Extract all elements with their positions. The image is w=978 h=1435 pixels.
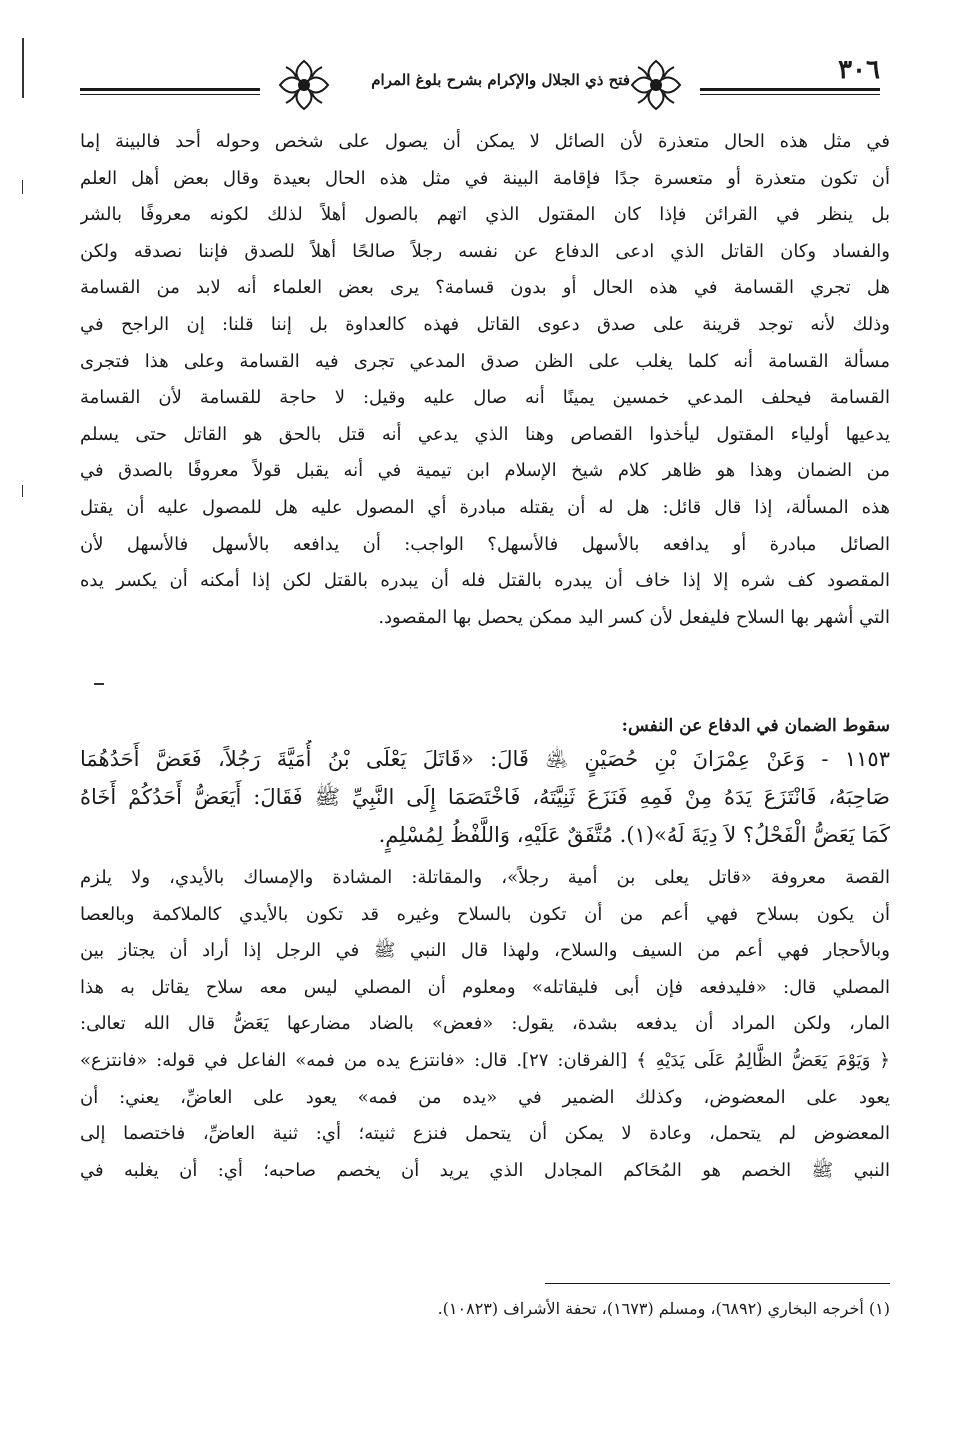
text-line: أن يكون بسلاح فهي أعم من أن تكون بالسلاح وغيره قد تكون بالأيدي كالملاكمة وبالعصا	[80, 903, 890, 925]
scan-edge-mark	[22, 38, 24, 98]
text-line: ﴿ وَيَوْمَ يَعَضُّ الظَّالِمُ عَلَى يَدَيْهِ ﴾ [الفرقان: ٢٧]. قال: «فانتزع يده من فمه» الفاعل في قوله: «فانتزع»	[80, 1049, 890, 1071]
ornament-icon	[628, 57, 684, 113]
hadith-text	[80, 740, 890, 854]
ornament-icon	[276, 57, 332, 113]
text-line: وبالأحجار فهي أعم من السيف والسلاح، ولهذا قال النبي ﷺ في الرجل إذا أراد أن يجتاز بين	[80, 940, 890, 962]
section-heading: سقوط الضمان في الدفاع عن النفس:	[621, 716, 890, 736]
margin-dash	[94, 683, 104, 685]
hadith-line: ١١٥٣ - وَعَنْ عِمْرَانَ بْنِ حُصَيْنٍ ﵁ قَالَ: «قَاتَلَ يَعْلَى بْنُ أُمَيَّةَ رَجُلاً، فَعَضَّ أَحَدُهُمَا	[80, 747, 890, 771]
text-line: هذه المسألة، إذا قال قائل: هل له أن يقتله مبادرة أي المصول عليه هل للمصول عليه أن يقتل	[80, 496, 890, 518]
text-line: المقصود كف شره إلا إذا خاف أن يبدره بالقتل فله أن يبدره بالقتل لكن إذا أمكنه أن يكسر يده	[80, 570, 890, 592]
header-rule	[80, 88, 260, 91]
text-line: من الضمان وهذا هو ظاهر كلام شيخ الإسلام ابن تيمية في أنه يقبل قولاً معروفًا بالصدق في	[80, 460, 890, 482]
header-rule	[700, 88, 880, 91]
paragraph-1	[80, 124, 890, 636]
text-line: هل تجري القسامة في هذه الحال أو بدون قسامة؟ يرى بعض العلماء أنه لابد من القسامة	[80, 277, 890, 299]
text-line: القسامة فيحلف المدعي خمسين يمينًا أنه صال عليه وقيل: لا حاجة للقسامة لأن القسامة	[80, 387, 890, 409]
text-line: المصلي قال: «فليدفعه فإن أبى فليقاتله» ومعلوم أن المصلي ليس معه سلاح يقاتل به هذا	[80, 976, 890, 998]
text-line: المعضوض لم يتحمل، وعادة لا يمكن أن يتحمل فنزع ثنيته؛ أي: ثنية العاضِّ، فاختصما إلى	[80, 1123, 890, 1145]
scan-edge-mark	[22, 180, 23, 194]
text-line: التي أشهر بها السلاح فليفعل لأن كسر اليد ممكن يحصل بها المقصود.	[378, 606, 890, 628]
footnote-rule	[545, 1283, 890, 1284]
footnote: (١) أخرجه البخاري (٦٨٩٢)، ومسلم (١٦٧٣)، تحفة الأشراف (١٠٨٢٣).	[437, 1299, 890, 1318]
text-line: والفساد وكان القاتل الذي ادعى الدفاع عن نفسه رجلاً صالحًا أهلاً للصدق فإننا نصدقه ولكن	[80, 240, 890, 262]
book-title: فتح ذي الجلال والإكرام بشرح بلوغ المرام	[371, 71, 630, 89]
text-line: الصائل مبادرة أو يدافعه بالأسهل فالأسهل؟ الواجب: أن يدافعه بالأسهل فالأسهل لأن	[80, 533, 890, 555]
running-header	[80, 55, 880, 115]
text-line: يدعيها أولياء المقتول ليأخذوا القصاص وهنا الذي يدعي أنه قتل بالحق هو القاتل حتى يسلم	[80, 423, 890, 445]
hadith-line: صَاحِبَهُ، فَانْتَزَعَ يَدَهُ مِنْ فَمِهِ فَنَزَعَ ثَنِيَّتَهُ، فَاخْتَصَمَا إِلَى النَّبِيِّ ﷺ فَقَالَ: أَيَعَضُّ أَحَدُكُمْ أَخَاهُ	[80, 785, 890, 809]
text-line: في مثل هذه الحال متعذرة لأن الصائل لا يمكن أن يصول على شخص وحوله أحد فالبينة إما	[80, 131, 890, 152]
header-rule	[80, 94, 260, 95]
text-line: مسألة القسامة أنه كلما يغلب على الظن صدق المدعي تجرى فيه القسامة وعلى هذا فتجرى	[80, 350, 890, 372]
text-line: أن تكون متعذرة أو متعسرة جدًا فإقامة البينة في مثل هذه الحال بعيدة وقال بعض أهل العلم	[80, 167, 890, 189]
text-line: بل ينظر في القرائن فإذا كان المقتول الذي اتهم بالصول أهلاً لذلك لكونه معروفًا بالشر	[80, 204, 890, 226]
text-line: القصة معروفة «قاتل يعلى بن أمية رجلاً»، والمقاتلة: المشادة والإمساك بالأيدي، ولا يلزم	[80, 867, 890, 888]
text-line: يعود على المعضوض، وكذلك الضمير في «يده من فمه» يعود على العاضِّ، يعني: أن	[80, 1086, 890, 1108]
scan-edge-mark	[22, 485, 23, 497]
text-line: المار، ولكن المراد أن يدفعه بشدة، يقول: «فعض» بالضاد مضارعها يَعَضُّ قال الله تعالى:	[80, 1013, 890, 1035]
page-number: ٣٠٦	[838, 55, 880, 85]
hadith-line: كَمَا يَعَضُّ الْفَحْلُ؟ لاَ دِيَةَ لَهُ»(١). مُتَّفَقٌ عَلَيْهِ، وَاللَّفْظُ لِمُسْلِمٍ.	[378, 823, 890, 847]
header-rule	[700, 94, 880, 95]
paragraph-2	[80, 860, 890, 1189]
text-line: وذلك لأنه توجد قرينة على صدق دعوى القاتل فهذه كالعداوة بل إننا قلنا: إن الراجح في	[80, 313, 890, 335]
text-line: النبي ﷺ الخصم هو المُحَاكم المجادل الذي يريد أن يخصم صاحبه؛ أي: أن يغلبه في	[80, 1159, 890, 1181]
